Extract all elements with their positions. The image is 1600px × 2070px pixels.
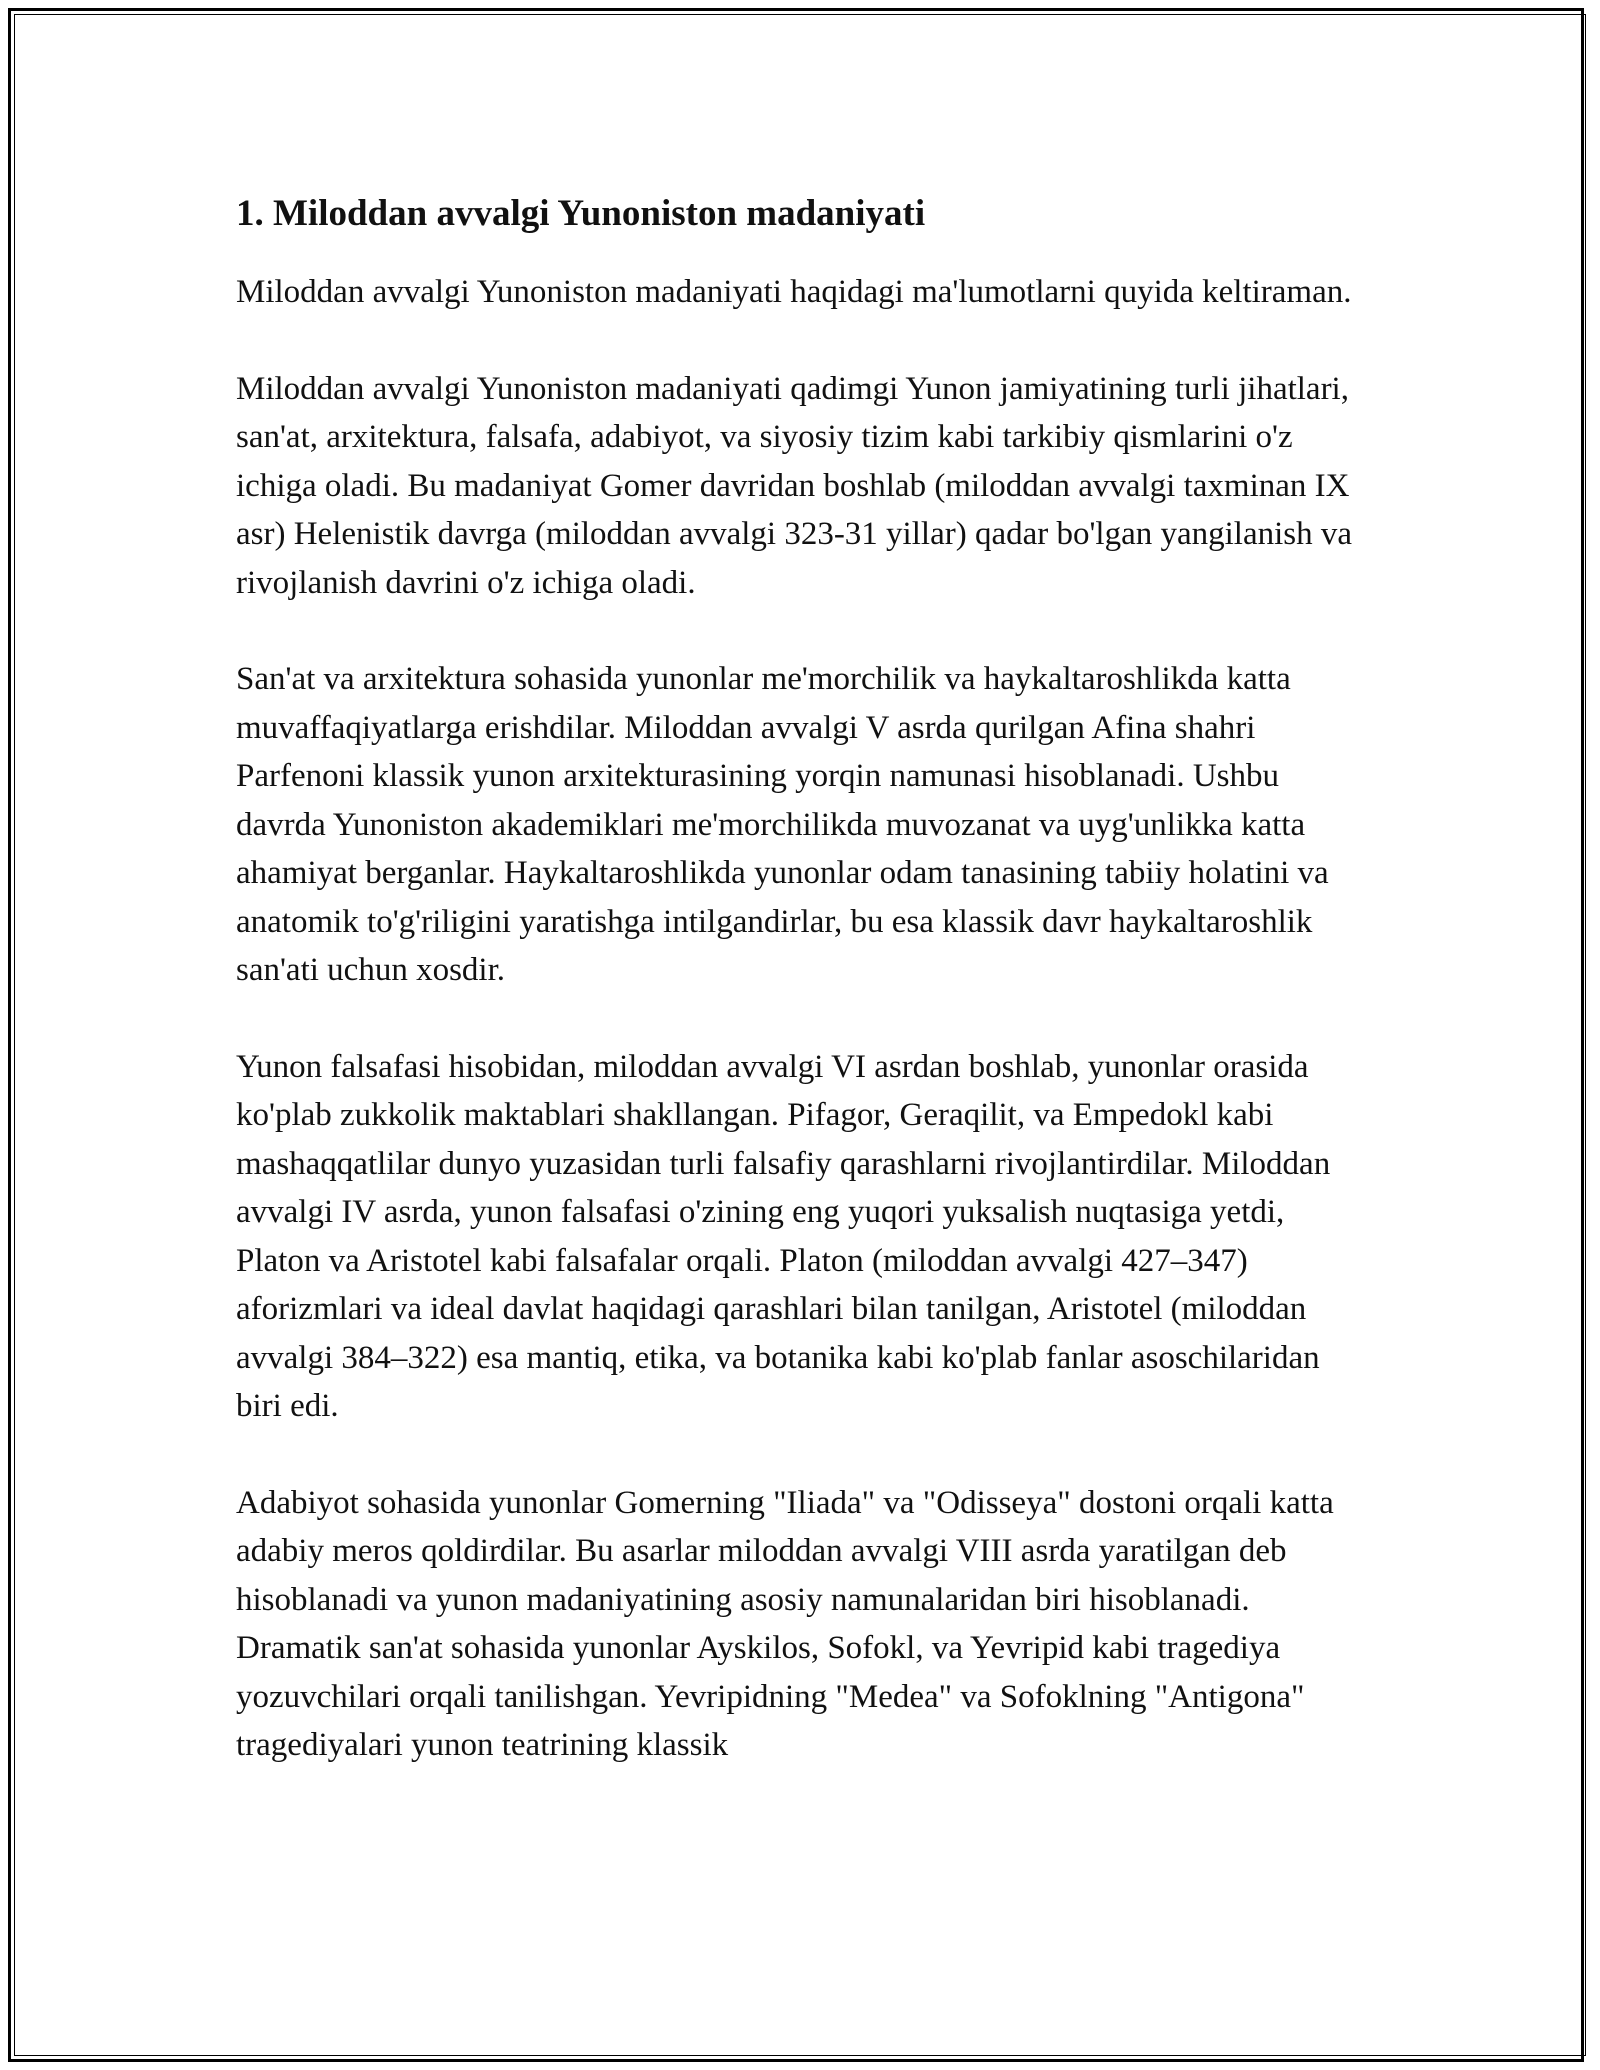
paragraph-philosophy: Yunon falsafasi hisobidan, miloddan avvalgi VI asrdan boshlab, yunonlar orasida ko'plab zukkolik maktablari shakllangan. Pifagor, Geraqilit, va Empedokl kabi mashaqqatlilar dunyo yuzasidan turli falsafiy qarashlarni rivojlantirdilar. Miloddan avvalgi IV asrda, yunon falsafasi o'zining eng yuqori yuksalish nuqtasiga yetdi, Platon va Aristotel kabi falsafalar orqali. Platon (miloddan avvalgi 427–347) aforizmlari va ideal davlat haqidagi qarashlari bilan tanilgan, Aristotel (miloddan avvalgi 384–322) esa mantiq, etika, va botanika kabi ko'plab fanlar asoschilaridan biri edi. [236,1048,1331,1424]
document-body [236,190,1366,1818]
paragraph-intro: Miloddan avvalgi Yunoniston madaniyati haqidagi ma'lumotlarni quyida keltiraman. [236,274,1352,310]
document-title: 1. Miloddan avvalgi Yunoniston madaniyati [236,193,926,234]
paragraph-overview: Miloddan avvalgi Yunoniston madaniyati qadimgi Yunon jamiyatining turli jihatlari, san'at, arxitektura, falsafa, adabiyot, va siyosiy tizim kabi tarkibiy qismlarini o'z ichiga oladi. Bu madaniyat Gomer davridan boshlab (miloddan avvalgi taxminan IX asr) Helenistik davrga (miloddan avvalgi 323-31 yillar) qadar bo'lgan yangilanish va rivojlanish davrini o'z ichiga oladi. [236,370,1353,601]
paragraph-literature: Adabiyot sohasida yunonlar Gomerning "Iliada" va "Odisseya" dostoni orqali katta adabiy meros qoldirdilar. Bu asarlar miloddan avvalgi VIII asrda yaratilgan deb hisoblanadi va yunon madaniyatining asosiy namunalaridan biri hisoblanadi. Dramatik san'at sohasida yunonlar Ayskilos, Sofokl, va Yevripid kabi tragediya yozuvchilari orqali tanilishgan. Yevripidning "Medea" va Sofoklning "Antigona" tragediyalari yunon teatrining klassik [236,1484,1334,1763]
paragraph-art-architecture: San'at va arxitektura sohasida yunonlar me'morchilik va haykaltaroshlikda katta muvaffaqiyatlarga erishdilar. Miloddan avvalgi V asrda qurilgan Afina shahri Parfenoni klassik yunon arxitekturasining yorqin namunasi hisoblanadi. Ushbu davrda Yunoniston akademiklari me'morchilikda muvozanat va uyg'unlikka katta ahamiyat berganlar. Haykaltaroshlikda yunonlar odam tanasining tabiiy holatini va anatomik to'g'riligini yaratishga intilgandirlar, bu esa klassik davr haykaltaroshlik san'ati uchun xosdir. [236,661,1329,988]
